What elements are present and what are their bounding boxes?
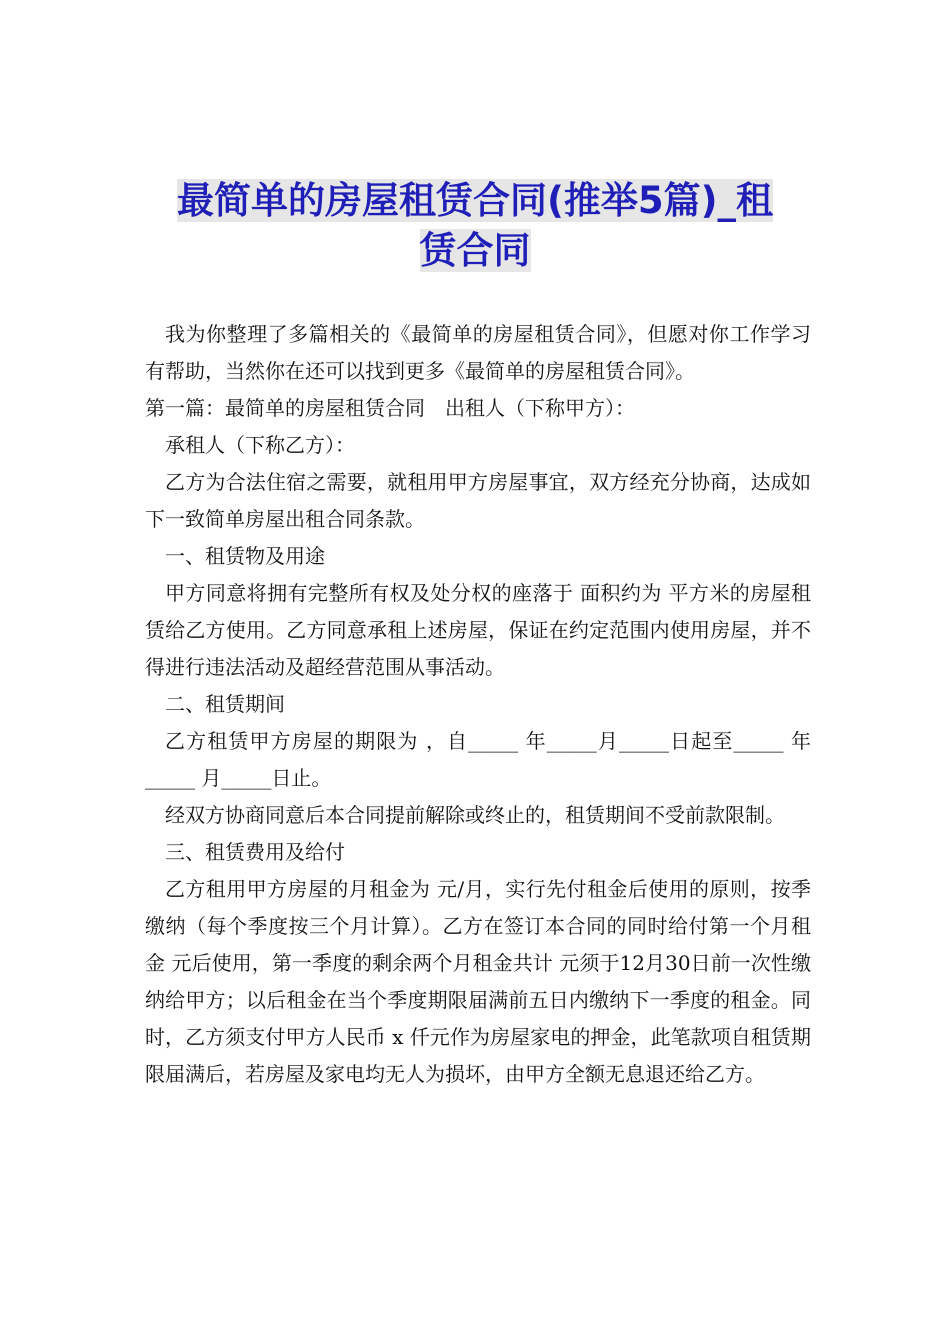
section-heading-1: 一、租赁物及用途 — [165, 544, 325, 568]
title-line-2: 赁合同 — [419, 229, 531, 272]
title-line-1: 最简单的房屋租赁合同(推举5篇)_租 — [176, 179, 774, 222]
tenant-line: 承租人（下称乙方）： — [165, 433, 355, 457]
section-heading-3: 三、租赁费用及给付 — [165, 840, 345, 864]
section-1-paragraph: 甲方同意将拥有完整所有权及处分权的座落于 面积约为 平方米的房屋租赁给乙方使用。乙方同意承租上述房屋，保证在约定范围内使用房屋，并不得进行违法活动及超经营范围从事活动。 — [145, 581, 811, 679]
intro-paragraph: 我为你整理了多篇相关的《最简单的房屋租赁合同》，但愿对你工作学习有帮助，当然你在还可以找到更多《最简单的房屋租赁合同》。 — [145, 322, 811, 383]
preamble-paragraph: 乙方为合法住宿之需要，就租用甲方房屋事宜，双方经充分协商，达成如下一致简单房屋出租合同条款。 — [145, 470, 811, 531]
section-heading-2: 二、租赁期间 — [165, 692, 285, 716]
section-3-paragraph: 乙方租用甲方房屋的月租金为 元/月，实行先付租金后使用的原则，按季缴纳（每个季度按三个月计算）。乙方在签订本合同的同时给付第一个月租金 元后使用，第一季度的剩余两个月租金共计 元须于12月30日前一次性缴纳给甲方；以后租金在当个季度期限届满前五日内缴纳下一季度的租金。同时，乙方须支付甲方人民币 x 仟元作为房屋家电的押金，此笔款项自租赁期限届满后，若房屋及家电均无人为损坏，由甲方全额无息退还给乙方。 — [145, 877, 811, 1086]
section-2-note: 经双方协商同意后本合同提前解除或终止的，租赁期间不受前款限制。 — [165, 803, 785, 827]
document-title — [140, 176, 810, 276]
chapter-heading: 第一篇：最简单的房屋租赁合同 出租人（下称甲方）： — [145, 396, 635, 420]
document-body — [145, 316, 811, 1093]
section-2-paragraph: 乙方租赁甲方房屋的期限为 ，自_____ 年_____月_____日起至_____ 年_____ 月_____日止。 — [145, 729, 811, 790]
